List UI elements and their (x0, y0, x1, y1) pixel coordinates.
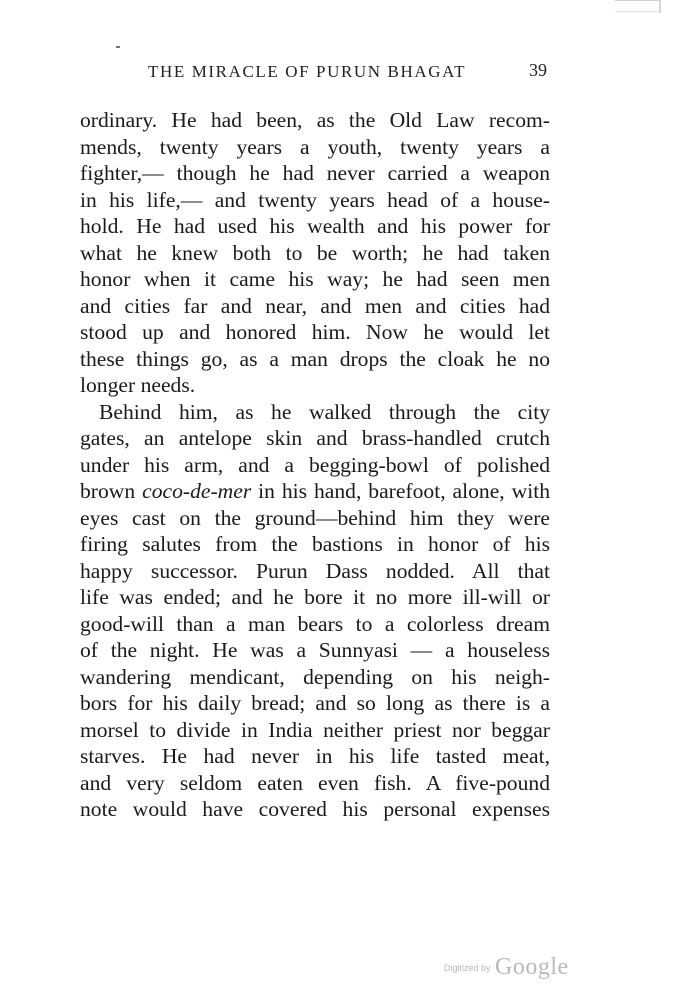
text-run: brown (80, 479, 143, 503)
scan-speck (116, 46, 120, 48)
body-text (80, 107, 550, 823)
paragraph-1 (80, 107, 550, 399)
text-line: and very seldom eaten even fish. A five-pound (80, 770, 550, 795)
text-line: and cities far and near, and men and cities had (80, 293, 550, 318)
text-line: in his life,— and twenty years head of a house- (80, 187, 550, 212)
text-line: firing salutes from the bastions in honor of his (80, 532, 550, 556)
text-line: fighter,— though he had never carried a weapon (80, 161, 550, 185)
page-number: 39 (529, 60, 547, 80)
text-line: wandering mendicant, depending on his neigh- (80, 664, 550, 689)
google-logo: Google (494, 954, 569, 980)
digitized-label: Digitized by (444, 963, 491, 973)
text-line: life was ended; and he bore it no more ill-will or (80, 585, 550, 609)
text-line: stood up and honored him. Now he would let (80, 320, 550, 344)
text-line: Behind him, as he walked through the city (99, 399, 550, 424)
text-line: bors for his daily bread; and so long as there is a (80, 691, 550, 715)
text-line: these things go, as a man drops the cloak he no (80, 346, 550, 371)
scan-corner-mark (615, 0, 661, 12)
text-line: mends, twenty years a youth, twenty years a (80, 134, 550, 159)
text-line: ordinary. He had been, as the Old Law recom- (80, 108, 550, 132)
text-line: note would have covered his personal expenses (80, 797, 550, 821)
running-head: THE MIRACLE OF PURUN BHAGAT (148, 62, 467, 81)
text-line: honor when it came his way; he had seen men (80, 267, 550, 291)
text-line: eyes cast on the ground—behind him they were (80, 505, 550, 530)
text-line: good-will than a man bears to a colorless dream (80, 611, 550, 636)
text-run: in his hand, barefoot, alone, with (251, 479, 551, 503)
paragraph-2 (80, 399, 550, 823)
text-line: morsel to divide in India neither priest nor beggar (80, 717, 550, 742)
text-line: what he knew both to be worth; he had taken (80, 240, 550, 265)
text-line: gates, an antelope skin and brass-handled crutch (80, 426, 550, 450)
text-line-with-italic (80, 478, 550, 505)
text-line: under his arm, and a begging-bowl of polished (80, 452, 550, 477)
text-line: hold. He had used his wealth and his power for (80, 214, 550, 238)
text-line: starves. He had never in his life tasted meat, (80, 744, 550, 768)
digitized-watermark (444, 954, 569, 981)
text-line: happy successor. Purun Dass nodded. All that (80, 558, 550, 583)
italic-term: coco-de-mer (142, 479, 252, 503)
text-line: longer needs. (80, 373, 196, 397)
text-line: of the night. He was a Sunnyasi — a houseless (80, 638, 550, 662)
